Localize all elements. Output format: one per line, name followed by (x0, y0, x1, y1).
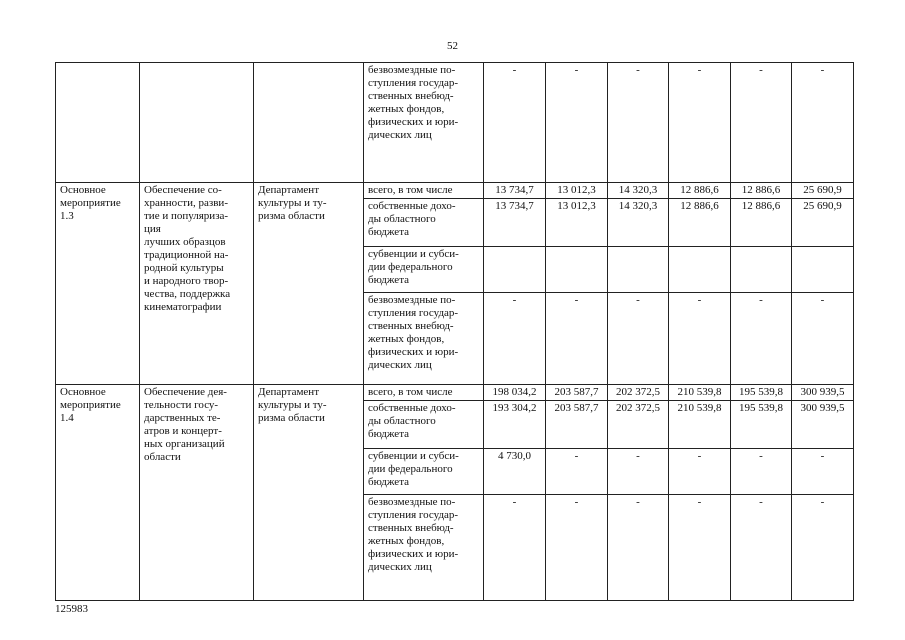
table-row (56, 183, 854, 199)
value-cell: - (546, 63, 608, 183)
value-cell: 198 034,2 (484, 385, 546, 401)
funding-source-cell: всего, в том числе (364, 385, 484, 401)
value-cell: - (731, 495, 792, 601)
value-cell: 4 730,0 (484, 449, 546, 495)
value-cell: 14 320,3 (608, 199, 669, 247)
value-cell: 202 372,5 (608, 401, 669, 449)
value-cell: 25 690,9 (792, 199, 854, 247)
activity-title-cell: Обеспечение со- хранности, разви- тие и популяриза- ция лучших образцов традиционной на- родной культуры и народного твор- чества, поддержка кинематографии (140, 183, 254, 385)
value-cell: - (731, 293, 792, 385)
value-cell: - (731, 63, 792, 183)
value-cell: 210 539,8 (669, 401, 731, 449)
value-cell (546, 247, 608, 293)
value-cell: - (669, 449, 731, 495)
value-cell (608, 247, 669, 293)
value-cell: - (608, 63, 669, 183)
value-cell (792, 247, 854, 293)
value-cell: 203 587,7 (546, 385, 608, 401)
value-cell: 12 886,6 (731, 183, 792, 199)
value-cell: - (731, 449, 792, 495)
value-cell: - (484, 293, 546, 385)
value-cell: - (669, 63, 731, 183)
funding-source-cell: субвенции и субси- дии федерального бюджета (364, 247, 484, 293)
funding-source-cell: безвозмездные по- ступления государ- ственных внебюд- жетных фондов, физических и юри- дических лиц (364, 63, 484, 183)
value-cell: - (546, 293, 608, 385)
executor-cell: Департамент культуры и ту- ризма области (254, 385, 364, 601)
funding-source-cell: безвозмездные по- ступления государ- ственных внебюд- жетных фондов, физических и юри- дических лиц (364, 293, 484, 385)
activity-type-cell: Основное мероприятие 1.4 (56, 385, 140, 601)
value-cell: - (608, 495, 669, 601)
value-cell: 300 939,5 (792, 385, 854, 401)
value-cell: 12 886,6 (731, 199, 792, 247)
value-cell: - (546, 449, 608, 495)
value-cell: 13 734,7 (484, 183, 546, 199)
activity-title-cell: Обеспечение дея- тельности госу- дарственных те- атров и концерт- ных организаций области (140, 385, 254, 601)
value-cell: 12 886,6 (669, 199, 731, 247)
value-cell (731, 247, 792, 293)
value-cell: - (792, 63, 854, 183)
value-cell: - (546, 495, 608, 601)
value-cell: 202 372,5 (608, 385, 669, 401)
funding-source-cell: безвозмездные по- ступления государ- ственных внебюд- жетных фондов, физических и юри- дических лиц (364, 495, 484, 601)
value-cell (484, 247, 546, 293)
value-cell: 13 012,3 (546, 183, 608, 199)
funding-source-cell: собственные дохо- ды областного бюджета (364, 401, 484, 449)
value-cell: 12 886,6 (669, 183, 731, 199)
table-row (56, 63, 854, 183)
funding-source-cell: субвенции и субси- дии федерального бюджета (364, 449, 484, 495)
value-cell (669, 247, 731, 293)
value-cell: 300 939,5 (792, 401, 854, 449)
table-row (56, 385, 854, 401)
funding-source-cell: всего, в том числе (364, 183, 484, 199)
value-cell: 13 012,3 (546, 199, 608, 247)
value-cell: 13 734,7 (484, 199, 546, 247)
value-cell: 203 587,7 (546, 401, 608, 449)
value-cell: 193 304,2 (484, 401, 546, 449)
value-cell: - (608, 449, 669, 495)
value-cell: - (792, 449, 854, 495)
value-cell: 195 539,8 (731, 385, 792, 401)
empty-cell (56, 63, 140, 183)
value-cell: - (669, 293, 731, 385)
value-cell: - (484, 495, 546, 601)
value-cell: - (608, 293, 669, 385)
value-cell: 210 539,8 (669, 385, 731, 401)
executor-cell: Департамент культуры и ту- ризма области (254, 183, 364, 385)
value-cell: 14 320,3 (608, 183, 669, 199)
funding-source-cell: собственные дохо- ды областного бюджета (364, 199, 484, 247)
value-cell: 195 539,8 (731, 401, 792, 449)
value-cell: 25 690,9 (792, 183, 854, 199)
activity-type-cell: Основное мероприятие 1.3 (56, 183, 140, 385)
value-cell: - (792, 495, 854, 601)
value-cell: - (484, 63, 546, 183)
value-cell: - (669, 495, 731, 601)
budget-table (55, 62, 854, 601)
empty-cell (254, 63, 364, 183)
document-code: 125983 (55, 603, 88, 615)
value-cell: - (792, 293, 854, 385)
empty-cell (140, 63, 254, 183)
page-number: 52 (447, 40, 458, 52)
